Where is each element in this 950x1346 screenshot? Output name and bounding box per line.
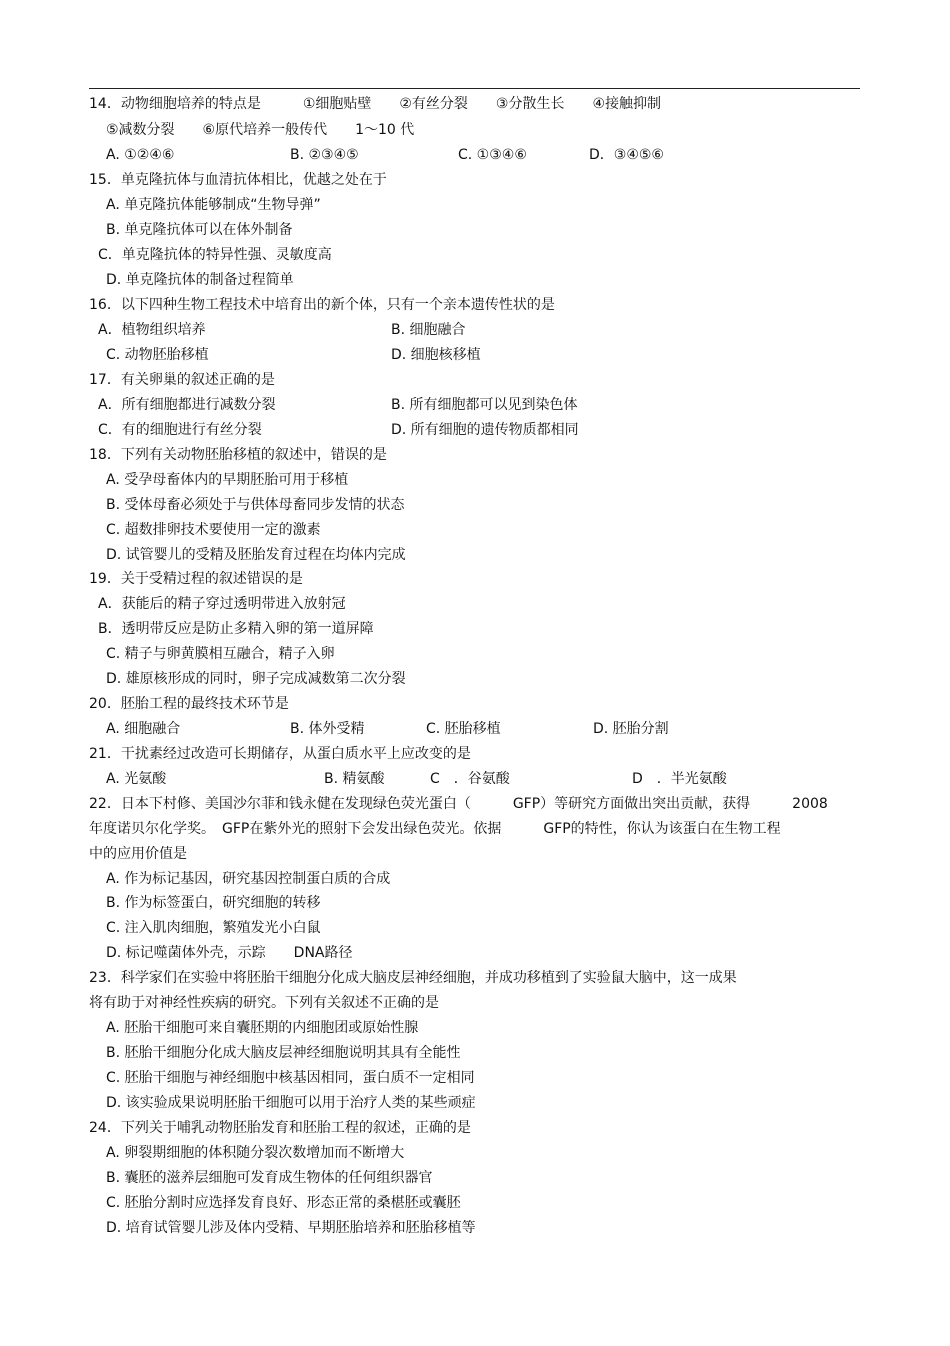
question-18-stem: 18．下列有关动物胚胎移植的叙述中，错误的是: [89, 447, 387, 463]
question-15-option-c: C．单克隆抗体的特异性强、灵敏度高: [98, 247, 332, 263]
question-18-option-c: C. 超数排卵技术要使用一定的激素: [106, 522, 321, 538]
question-19-option-d: D. 雄原核形成的同时，卵子完成减数第二次分裂: [106, 671, 406, 687]
question-23-option-d: D. 该实验成果说明胚胎干细胞可以用于治疗人类的某些顽症: [106, 1095, 476, 1111]
question-16-option-b: B. 细胞融合: [391, 322, 466, 338]
question-23-option-c: C. 胚胎干细胞与神经细胞中核基因相同，蛋白质不一定相同: [106, 1070, 475, 1086]
question-16-option-c: C. 动物胚胎移植: [106, 347, 209, 363]
question-16-option-d: D. 细胞核移植: [391, 347, 481, 363]
header-rule: [89, 88, 860, 89]
question-24-option-d: D. 培育试管婴儿涉及体内受精、早期胚胎培养和胚胎移植等: [106, 1220, 476, 1236]
question-23-stem-cont: 将有助于对神经性疾病的研究。下列有关叙述不正确的是: [89, 995, 439, 1011]
question-21-option-d: D ．半光氨酸: [632, 771, 727, 787]
question-23-option-a: A. 胚胎干细胞可来自囊胚期的内细胞团或原始性腺: [106, 1020, 419, 1036]
question-14-stem: 14．动物细胞培养的特点是 ①细胞贴壁 ②有丝分裂 ③分散生长 ④接触抑制: [89, 96, 662, 112]
question-14-option-b: B. ②③④⑤: [290, 147, 359, 163]
question-14-stem-cont: ⑤减数分裂 ⑥原代培养一般传代 1～10 代: [106, 122, 415, 138]
question-23-stem: 23．科学家们在实验中将胚胎干细胞分化成大脑皮层神经细胞，并成功移植到了实验鼠大脑中，这一成果: [89, 970, 737, 986]
question-18-option-d: D. 试管婴儿的受精及胚胎发育过程在均体内完成: [106, 547, 406, 563]
question-17-option-b: B. 所有细胞都可以见到染色体: [391, 397, 578, 413]
question-17-stem: 17．有关卵巢的叙述正确的是: [89, 372, 275, 388]
question-22-option-b: B. 作为标签蛋白，研究细胞的转移: [106, 895, 321, 911]
question-19-stem: 19．关于受精过程的叙述错误的是: [89, 571, 303, 587]
question-21-stem: 21．干扰素经过改造可长期储存，从蛋白质水平上应改变的是: [89, 746, 471, 762]
question-22-stem-end: 中的应用价值是: [89, 846, 187, 862]
question-21-option-c: C ．谷氨酸: [430, 771, 510, 787]
question-17-option-c: C．有的细胞进行有丝分裂: [98, 422, 262, 438]
question-20-option-b: B. 体外受精: [290, 721, 365, 737]
question-22-option-c: C. 注入肌肉细胞，繁殖发光小白鼠: [106, 920, 321, 936]
question-19-option-c: C. 精子与卵黄膜相互融合，精子入卵: [106, 646, 335, 662]
question-16-option-a: A．植物组织培养: [98, 322, 206, 338]
question-14-option-d: D．③④⑤⑥: [589, 147, 664, 163]
question-18-option-a: A. 受孕母畜体内的早期胚胎可用于移植: [106, 472, 349, 488]
question-15-stem: 15．单克隆抗体与血清抗体相比，优越之处在于: [89, 172, 387, 188]
question-15-option-b: B. 单克隆抗体可以在体外制备: [106, 222, 293, 238]
question-14-option-c: C. ①③④⑥: [458, 147, 527, 163]
question-16-stem: 16．以下四种生物工程技术中培育出的新个体，只有一个亲本遗传性状的是: [89, 297, 555, 313]
question-24-option-b: B. 囊胚的滋养层细胞可发育成生物体的任何组织器官: [106, 1170, 433, 1186]
question-20-option-c: C. 胚胎移植: [426, 721, 501, 737]
question-17-option-a: A．所有细胞都进行减数分裂: [98, 397, 276, 413]
question-20-stem: 20．胚胎工程的最终技术环节是: [89, 696, 289, 712]
question-20-option-a: A. 细胞融合: [106, 721, 181, 737]
question-21-option-a: A. 光氨酸: [106, 771, 167, 787]
question-22-option-d: D. 标记噬菌体外壳，示踪 DNA路径: [106, 945, 353, 961]
question-17-option-d: D. 所有细胞的遗传物质都相同: [391, 422, 579, 438]
question-15-option-d: D. 单克隆抗体的制备过程简单: [106, 272, 294, 288]
question-19-option-b: B．透明带反应是防止多精入卵的第一道屏障: [98, 621, 374, 637]
question-14-option-a: A. ①②④⑥: [106, 147, 175, 163]
question-24-option-c: C. 胚胎分割时应选择发育良好、形态正常的桑椹胚或囊胚: [106, 1195, 461, 1211]
question-24-stem: 24．下列关于哺乳动物胚胎发育和胚胎工程的叙述，正确的是: [89, 1120, 471, 1136]
question-23-option-b: B. 胚胎干细胞分化成大脑皮层神经细胞说明其具有全能性: [106, 1045, 461, 1061]
question-22-stem: 22．日本下村修、美国沙尔菲和钱永健在发现绿色荧光蛋白（ GFP）等研究方面做出突出贡献，获得 2008: [89, 796, 828, 812]
question-21-option-b: B. 精氨酸: [324, 771, 385, 787]
question-24-option-a: A. 卵裂期细胞的体积随分裂次数增加而不断增大: [106, 1145, 405, 1161]
question-22-option-a: A. 作为标记基因，研究基因控制蛋白质的合成: [106, 871, 391, 887]
question-15-option-a: A. 单克隆抗体能够制成“生物导弹”: [106, 197, 321, 213]
question-18-option-b: B. 受体母畜必须处于与供体母畜同步发情的状态: [106, 497, 405, 513]
question-22-stem-cont: 年度诺贝尔化学奖。 GFP在紫外光的照射下会发出绿色荧光。依据 GFP的特性，你认为该蛋白在生物工程: [89, 821, 781, 837]
question-20-option-d: D. 胚胎分割: [593, 721, 669, 737]
question-19-option-a: A．获能后的精子穿过透明带进入放射冠: [98, 596, 346, 612]
